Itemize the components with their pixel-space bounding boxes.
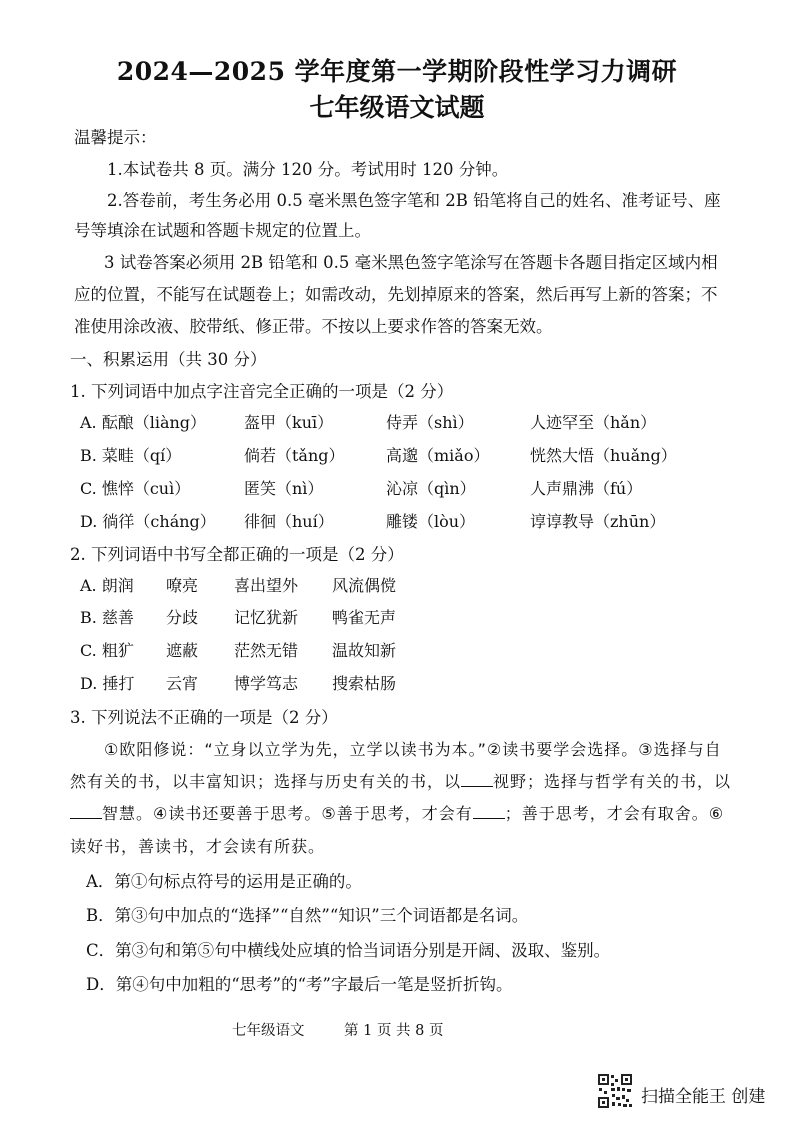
exam-subtitle: 七年级语文试题	[309, 93, 485, 122]
passage-text: ；善于思考，才会有取舍。⑥	[504, 804, 725, 823]
option-text: 徘徊（huí）	[244, 512, 334, 531]
option-text: C. 粗犷	[80, 641, 134, 660]
option-text: C. 憔悴（cuì）	[80, 479, 191, 498]
option-text: 恍然大悟（huǎng）	[530, 446, 677, 465]
question-3-stem: 3. 下列说法不正确的一项是（2 分）	[70, 708, 338, 727]
question-3-option-c: C．第③句和第⑤句中横线处应填的恰当词语分别是开阔、汲取、鉴别。	[86, 941, 611, 960]
option-text: 匿笑（nì）	[244, 479, 324, 498]
fill-blank	[461, 772, 493, 787]
option-text: 侍弄（shì）	[386, 413, 474, 432]
notice-item-2a: 2.答卷前，考生务必用 0.5 毫米黑色签字笔和 2B 铅笔将自己的姓名、准考证号、座	[107, 191, 721, 210]
fill-blank	[70, 804, 102, 819]
option-text: 沁凉（qìn）	[386, 479, 476, 498]
scanner-watermark: 扫描全能王 创建	[641, 1087, 766, 1107]
option-text: 人迹罕至（hǎn）	[530, 413, 657, 432]
option-text: 人声鼎沸（fú）	[530, 479, 643, 498]
question-3-option-a: A．第①句标点符号的运用是正确的。	[86, 872, 362, 891]
footer-page-number: 第 1 页 共 8 页	[344, 1023, 444, 1039]
exam-title: 2024—2025 学年度第一学期阶段性学习力调研	[116, 57, 678, 86]
option-text: 搜索枯肠	[332, 674, 397, 693]
option-text: 喜出望外	[234, 576, 299, 595]
option-text: B. 慈善	[80, 608, 134, 627]
question-3-passage-line-4: 读好书，善读书，才会读有所获。	[70, 837, 326, 856]
option-text: 高邈（miǎo）	[386, 446, 490, 465]
passage-text: 智慧。④读书还要善于思考。⑤善于思考，才会有	[102, 804, 473, 823]
option-text: 风流偶傥	[332, 576, 397, 595]
option-text: A. 酝酿（liàng）	[80, 413, 207, 432]
notice-item-1: 1.本试卷共 8 页。满分 120 分。考试用时 120 分钟。	[107, 160, 509, 179]
option-text: 分歧	[166, 608, 199, 627]
option-text: A. 朗润	[80, 576, 134, 595]
option-text: 鸭雀无声	[332, 608, 397, 627]
notice-item-3a: 3 试卷答案必须用 2B 铅笔和 0.5 毫米黑色签字笔涂写在答题卡各题目指定区域内相	[104, 253, 718, 272]
question-3-option-b: B．第③句中加点的“选择”“自然”“知识”三个词语都是名词。	[86, 906, 529, 925]
question-3-passage-line-3	[70, 801, 724, 824]
question-3-passage-line-1: ①欧阳修说：“立身以立学为先，立学以读书为本。”②读书要学会选择。③选择与自	[104, 740, 722, 759]
question-3-passage-line-2	[70, 769, 731, 792]
fill-blank	[473, 804, 505, 819]
option-text: 云宵	[166, 674, 199, 693]
option-text: 倘若（tǎng）	[244, 446, 345, 465]
footer-subject: 七年级语文	[232, 1023, 305, 1039]
question-1-stem: 1. 下列词语中加点字注音完全正确的一项是（2 分）	[70, 382, 454, 401]
notice-item-2b: 号等填涂在试题和答题卡规定的位置上。	[74, 221, 371, 240]
option-text: 嘹亮	[166, 576, 199, 595]
option-text: 茫然无错	[234, 641, 299, 660]
question-2-stem: 2. 下列词语中书写全都正确的一项是（2 分）	[70, 545, 404, 564]
option-text: 遮蔽	[166, 641, 199, 660]
passage-text: 然有关的书，以丰富知识；选择与历史有关的书，以	[70, 772, 462, 791]
option-text: D. 徜徉（cháng）	[80, 512, 216, 531]
option-text: 雕镂（lòu）	[386, 512, 476, 531]
section-heading: 一、积累运用（共 30 分）	[70, 350, 267, 369]
passage-text: 视野；选择与哲学有关的书，以	[493, 772, 732, 791]
notice-item-3c: 准使用涂改液、胶带纸、修正带。不按以上要求作答的答案无效。	[74, 317, 553, 336]
question-3-option-d: D．第④句中加粗的“思考”的“考”字最后一笔是竖折折钩。	[86, 975, 513, 994]
option-text: B. 菜畦（qí）	[80, 446, 182, 465]
option-text: 谆谆教导（zhūn）	[530, 512, 666, 531]
notice-heading: 温馨提示：	[74, 128, 157, 147]
qr-code-icon	[597, 1073, 633, 1109]
option-text: 温故知新	[332, 641, 397, 660]
option-text: 博学笃志	[234, 674, 299, 693]
option-text: 盔甲（kuī）	[244, 413, 334, 432]
notice-item-3b: 应的位置，不能写在试题卷上；如需改动，先划掉原来的答案，然后再写上新的答案；不	[74, 285, 718, 304]
option-text: D. 捶打	[80, 674, 135, 693]
option-text: 记忆犹新	[234, 608, 299, 627]
